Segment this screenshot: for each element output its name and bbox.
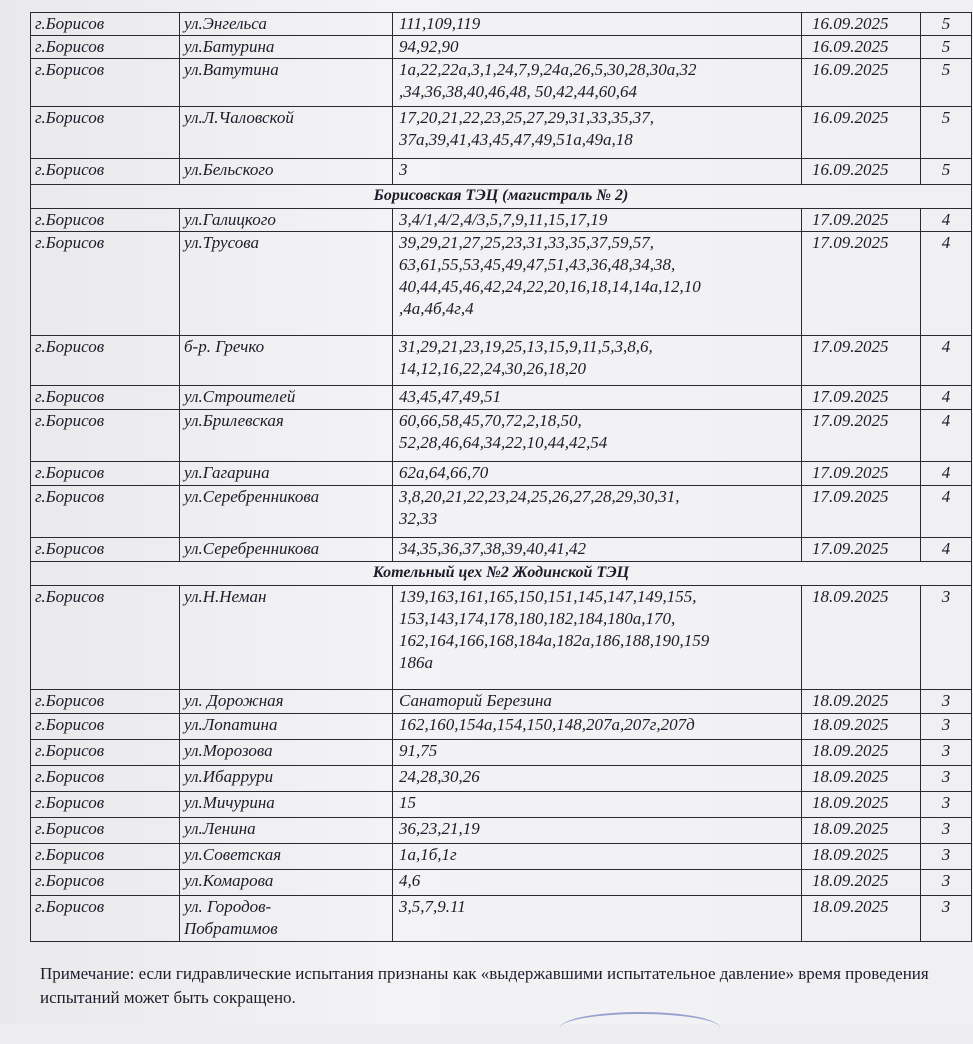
city-cell-text: г.Борисов bbox=[35, 871, 105, 890]
street-cell bbox=[180, 209, 393, 232]
street-cell bbox=[180, 766, 393, 792]
street-cell bbox=[180, 690, 393, 714]
city-cell bbox=[31, 232, 180, 336]
days-cell bbox=[921, 538, 972, 562]
city-cell bbox=[31, 870, 180, 896]
date-cell-text: 18.09.2025 bbox=[812, 767, 889, 786]
days-cell-text: 5 bbox=[941, 108, 951, 127]
city-cell bbox=[31, 538, 180, 562]
days-cell bbox=[921, 870, 972, 896]
days-cell-text: 3 bbox=[941, 793, 951, 812]
houses-cell bbox=[393, 59, 802, 107]
table-row bbox=[31, 586, 972, 690]
footnote: Примечание: если гидравлические испытания признаны как «выдержавшими испытательное давление» время проведения испытаний может быть сокращено. bbox=[40, 964, 929, 1007]
city-cell-text: г.Борисов bbox=[35, 793, 105, 812]
days-cell-text: 3 bbox=[941, 741, 951, 760]
days-cell-text: 5 bbox=[941, 14, 951, 33]
street-cell-text: ул.Галицкого bbox=[184, 210, 276, 229]
houses-cell bbox=[393, 844, 802, 870]
street-cell-text: ул.Брилевская bbox=[184, 411, 284, 430]
days-cell bbox=[921, 36, 972, 59]
date-cell-text: 17.09.2025 bbox=[812, 233, 889, 252]
days-cell-text: 4 bbox=[941, 210, 951, 229]
date-cell-text: 17.09.2025 bbox=[812, 411, 889, 430]
date-cell bbox=[802, 586, 921, 690]
city-cell bbox=[31, 159, 180, 185]
date-cell bbox=[802, 13, 921, 36]
table-row bbox=[31, 59, 972, 107]
street-cell bbox=[180, 386, 393, 410]
houses-cell bbox=[393, 896, 802, 942]
city-cell bbox=[31, 586, 180, 690]
days-cell bbox=[921, 107, 972, 159]
houses-cell-text: 4,6 bbox=[399, 871, 421, 890]
date-cell bbox=[802, 870, 921, 896]
table-row bbox=[31, 336, 972, 386]
date-cell-text: 16.09.2025 bbox=[812, 108, 889, 127]
date-cell-text: 18.09.2025 bbox=[812, 587, 889, 606]
city-cell-text: г.Борисов bbox=[35, 14, 105, 33]
days-cell-text: 3 bbox=[941, 715, 951, 734]
table-row bbox=[31, 792, 972, 818]
street-cell bbox=[180, 462, 393, 486]
date-cell bbox=[802, 486, 921, 538]
houses-cell-text: 31,29,21,23,19,25,13,15,9,11,5,3,8,6, 14,12,16,22,24,30,26,18,20 bbox=[399, 337, 653, 378]
days-cell-text: 3 bbox=[941, 845, 951, 864]
street-cell bbox=[180, 410, 393, 462]
days-cell-text: 4 bbox=[941, 233, 951, 252]
houses-cell-text: 111,109,119 bbox=[399, 14, 481, 33]
street-cell bbox=[180, 59, 393, 107]
city-cell-text: г.Борисов bbox=[35, 767, 105, 786]
city-cell bbox=[31, 462, 180, 486]
houses-cell bbox=[393, 714, 802, 740]
days-cell bbox=[921, 896, 972, 942]
date-cell-text: 16.09.2025 bbox=[812, 160, 889, 179]
days-cell bbox=[921, 13, 972, 36]
table-row bbox=[31, 740, 972, 766]
days-cell-text: 3 bbox=[941, 767, 951, 786]
days-cell-text: 4 bbox=[941, 337, 951, 356]
street-cell-text: ул.Ватутина bbox=[184, 60, 279, 79]
city-cell-text: г.Борисов bbox=[35, 587, 105, 606]
date-cell bbox=[802, 36, 921, 59]
street-cell bbox=[180, 336, 393, 386]
street-cell-text: ул. Дорожная bbox=[184, 691, 284, 710]
days-cell-text: 3 bbox=[941, 587, 951, 606]
street-cell-text: ул.Бельского bbox=[184, 160, 274, 179]
date-cell-text: 18.09.2025 bbox=[812, 793, 889, 812]
houses-cell-text: 3,5,7,9.11 bbox=[399, 897, 466, 916]
houses-cell-text: 1а,22,22а,3,1,24,7,9,24а,26,5,30,28,30а,32 ,34,36,38,40,46,48, 50,42,44,60,64 bbox=[399, 60, 697, 101]
table-row bbox=[31, 818, 972, 844]
date-cell bbox=[802, 59, 921, 107]
days-cell-text: 4 bbox=[941, 411, 951, 430]
table-row bbox=[31, 386, 972, 410]
street-cell-text: ул.Гагарина bbox=[184, 463, 270, 482]
city-cell-text: г.Борисов bbox=[35, 108, 105, 127]
houses-cell-text: 62а,64,66,70 bbox=[399, 463, 489, 482]
houses-cell bbox=[393, 36, 802, 59]
date-cell-text: 16.09.2025 bbox=[812, 37, 889, 56]
houses-cell bbox=[393, 586, 802, 690]
houses-cell bbox=[393, 538, 802, 562]
days-cell-text: 5 bbox=[941, 60, 951, 79]
date-cell-text: 16.09.2025 bbox=[812, 14, 889, 33]
street-cell-text: ул.Н.Неман bbox=[184, 587, 267, 606]
houses-cell-text: 36,23,21,19 bbox=[399, 819, 480, 838]
days-cell-text: 4 bbox=[941, 463, 951, 482]
houses-cell-text: 162,160,154а,154,150,148,207а,207г,207д bbox=[399, 715, 695, 734]
street-cell-text: ул.Строителей bbox=[184, 387, 296, 406]
date-cell-text: 17.09.2025 bbox=[812, 539, 889, 558]
days-cell bbox=[921, 232, 972, 336]
table-row bbox=[31, 844, 972, 870]
days-cell bbox=[921, 690, 972, 714]
days-cell-text: 3 bbox=[941, 871, 951, 890]
days-cell-text: 3 bbox=[941, 819, 951, 838]
days-cell bbox=[921, 844, 972, 870]
days-cell bbox=[921, 386, 972, 410]
table-row bbox=[31, 896, 972, 942]
section-header-row bbox=[31, 185, 972, 209]
city-cell bbox=[31, 107, 180, 159]
city-cell bbox=[31, 714, 180, 740]
date-cell bbox=[802, 159, 921, 185]
days-cell bbox=[921, 59, 972, 107]
table-row bbox=[31, 462, 972, 486]
city-cell-text: г.Борисов bbox=[35, 715, 105, 734]
city-cell bbox=[31, 386, 180, 410]
date-cell-text: 17.09.2025 bbox=[812, 337, 889, 356]
date-cell bbox=[802, 792, 921, 818]
city-cell-text: г.Борисов bbox=[35, 741, 105, 760]
city-cell-text: г.Борисов bbox=[35, 60, 105, 79]
houses-cell bbox=[393, 740, 802, 766]
street-cell bbox=[180, 486, 393, 538]
days-cell bbox=[921, 740, 972, 766]
days-cell-text: 4 bbox=[941, 539, 951, 558]
houses-cell bbox=[393, 107, 802, 159]
days-cell bbox=[921, 714, 972, 740]
date-cell bbox=[802, 410, 921, 462]
table-row bbox=[31, 159, 972, 185]
street-cell bbox=[180, 159, 393, 185]
city-cell-text: г.Борисов bbox=[35, 160, 105, 179]
street-cell bbox=[180, 844, 393, 870]
date-cell-text: 18.09.2025 bbox=[812, 897, 889, 916]
street-cell-text: ул.Энгельса bbox=[184, 14, 267, 33]
street-cell-text: ул.Серебренникова bbox=[184, 539, 320, 558]
houses-cell bbox=[393, 209, 802, 232]
days-cell-text: 3 bbox=[941, 897, 951, 916]
houses-cell bbox=[393, 766, 802, 792]
street-cell-text: ул.Серебренникова bbox=[184, 487, 320, 506]
houses-cell-text: 91,75 bbox=[399, 741, 438, 760]
table-row bbox=[31, 232, 972, 336]
street-cell-text: б-р. Гречко bbox=[184, 337, 265, 356]
schedule-table-body bbox=[31, 13, 972, 942]
street-cell bbox=[180, 740, 393, 766]
table-row bbox=[31, 870, 972, 896]
date-cell-text: 18.09.2025 bbox=[812, 845, 889, 864]
date-cell bbox=[802, 538, 921, 562]
city-cell bbox=[31, 844, 180, 870]
date-cell bbox=[802, 107, 921, 159]
date-cell-text: 17.09.2025 bbox=[812, 387, 889, 406]
city-cell-text: г.Борисов bbox=[35, 387, 105, 406]
street-cell-text: ул.Лопатина bbox=[184, 715, 278, 734]
street-cell bbox=[180, 13, 393, 36]
city-cell-text: г.Борисов bbox=[35, 819, 105, 838]
city-cell-text: г.Борисов bbox=[35, 897, 105, 916]
days-cell bbox=[921, 159, 972, 185]
days-cell bbox=[921, 586, 972, 690]
street-cell bbox=[180, 870, 393, 896]
street-cell-text: ул.Советская bbox=[184, 845, 282, 864]
street-cell bbox=[180, 107, 393, 159]
city-cell bbox=[31, 792, 180, 818]
houses-cell-text: 1а,1б,1г bbox=[399, 845, 457, 864]
city-cell-text: г.Борисов bbox=[35, 487, 105, 506]
houses-cell-text: 139,163,161,165,150,151,145,147,149,155, 153,143,174,178,180,182,184,180а,170, 162,164,166,168,184а,182а,186,188,190,159 186а bbox=[399, 587, 710, 672]
houses-cell bbox=[393, 336, 802, 386]
street-cell-text: ул.Ибаррури bbox=[184, 767, 274, 786]
table-row bbox=[31, 766, 972, 792]
houses-cell bbox=[393, 410, 802, 462]
date-cell bbox=[802, 740, 921, 766]
houses-cell bbox=[393, 386, 802, 410]
street-cell bbox=[180, 538, 393, 562]
street-cell-text: ул.Ленина bbox=[184, 819, 256, 838]
date-cell bbox=[802, 386, 921, 410]
street-cell bbox=[180, 232, 393, 336]
houses-cell bbox=[393, 232, 802, 336]
table-row bbox=[31, 410, 972, 462]
date-cell-text: 18.09.2025 bbox=[812, 691, 889, 710]
street-cell-text: ул.Л.Чаловской bbox=[184, 108, 294, 127]
table-row bbox=[31, 13, 972, 36]
date-cell bbox=[802, 336, 921, 386]
date-cell-text: 18.09.2025 bbox=[812, 741, 889, 760]
street-cell-text: ул.Морозова bbox=[184, 741, 273, 760]
houses-cell-text: Санаторий Березина bbox=[399, 691, 552, 710]
city-cell bbox=[31, 766, 180, 792]
houses-cell-text: 43,45,47,49,51 bbox=[399, 387, 501, 406]
city-cell-text: г.Борисов bbox=[35, 463, 105, 482]
city-cell bbox=[31, 13, 180, 36]
city-cell-text: г.Борисов bbox=[35, 691, 105, 710]
days-cell-text: 4 bbox=[941, 387, 951, 406]
date-cell bbox=[802, 232, 921, 336]
days-cell bbox=[921, 486, 972, 538]
table-row bbox=[31, 714, 972, 740]
city-cell-text: г.Борисов bbox=[35, 337, 105, 356]
houses-cell-text: 3,8,20,21,22,23,24,25,26,27,28,29,30,31, 32,33 bbox=[399, 487, 680, 528]
date-cell-text: 17.09.2025 bbox=[812, 487, 889, 506]
houses-cell-text: 60,66,58,45,70,72,2,18,50, 52,28,46,64,34,22,10,44,42,54 bbox=[399, 411, 608, 452]
street-cell bbox=[180, 792, 393, 818]
days-cell bbox=[921, 766, 972, 792]
street-cell-text: ул.Комарова bbox=[184, 871, 274, 890]
section-title: Борисовская ТЭЦ (магистраль № 2) bbox=[31, 185, 972, 209]
table-row bbox=[31, 538, 972, 562]
schedule-table bbox=[30, 12, 972, 942]
street-cell bbox=[180, 896, 393, 942]
days-cell bbox=[921, 410, 972, 462]
city-cell-text: г.Борисов bbox=[35, 233, 105, 252]
city-cell bbox=[31, 59, 180, 107]
date-cell bbox=[802, 766, 921, 792]
city-cell bbox=[31, 818, 180, 844]
date-cell-text: 17.09.2025 bbox=[812, 210, 889, 229]
city-cell bbox=[31, 896, 180, 942]
city-cell bbox=[31, 336, 180, 386]
street-cell bbox=[180, 36, 393, 59]
street-cell-text: ул.Мичурина bbox=[184, 793, 275, 812]
street-cell-text: ул.Батурина bbox=[184, 37, 275, 56]
street-cell bbox=[180, 714, 393, 740]
houses-cell bbox=[393, 159, 802, 185]
houses-cell-text: 24,28,30,26 bbox=[399, 767, 480, 786]
days-cell bbox=[921, 462, 972, 486]
city-cell bbox=[31, 36, 180, 59]
houses-cell-text: 39,29,21,27,25,23,31,33,35,37,59,57, 63,61,55,53,45,49,47,51,43,36,48,34,38, 40,44,45,46,42,24,22,20,16,18,14,14а,12,10 ,4а,4б,4г,4 bbox=[399, 233, 701, 318]
street-cell-text: ул.Трусова bbox=[184, 233, 259, 252]
days-cell-text: 5 bbox=[941, 37, 951, 56]
city-cell-text: г.Борисов bbox=[35, 37, 105, 56]
table-row bbox=[31, 107, 972, 159]
city-cell bbox=[31, 486, 180, 538]
houses-cell bbox=[393, 690, 802, 714]
houses-cell-text: 17,20,21,22,23,25,27,29,31,33,35,37, 37а,39,41,43,45,47,49,51а,49а,18 bbox=[399, 108, 654, 149]
date-cell bbox=[802, 818, 921, 844]
date-cell-text: 18.09.2025 bbox=[812, 871, 889, 890]
table-row bbox=[31, 209, 972, 232]
days-cell bbox=[921, 336, 972, 386]
date-cell bbox=[802, 690, 921, 714]
houses-cell bbox=[393, 792, 802, 818]
date-cell bbox=[802, 209, 921, 232]
date-cell-text: 17.09.2025 bbox=[812, 463, 889, 482]
city-cell-text: г.Борисов bbox=[35, 210, 105, 229]
houses-cell bbox=[393, 870, 802, 896]
city-cell bbox=[31, 690, 180, 714]
date-cell-text: 18.09.2025 bbox=[812, 715, 889, 734]
days-cell-text: 3 bbox=[941, 691, 951, 710]
city-cell-text: г.Борисов bbox=[35, 539, 105, 558]
city-cell-text: г.Борисов bbox=[35, 845, 105, 864]
days-cell-text: 4 bbox=[941, 487, 951, 506]
stamp-fragment bbox=[560, 1012, 720, 1044]
houses-cell-text: 34,35,36,37,38,39,40,41,42 bbox=[399, 539, 586, 558]
houses-cell-text: 3 bbox=[399, 160, 408, 179]
date-cell bbox=[802, 896, 921, 942]
houses-cell bbox=[393, 13, 802, 36]
date-cell bbox=[802, 714, 921, 740]
houses-cell bbox=[393, 818, 802, 844]
houses-cell bbox=[393, 486, 802, 538]
section-header-row bbox=[31, 562, 972, 586]
city-cell bbox=[31, 209, 180, 232]
table-row bbox=[31, 690, 972, 714]
street-cell bbox=[180, 586, 393, 690]
days-cell bbox=[921, 818, 972, 844]
table-row bbox=[31, 36, 972, 59]
houses-cell-text: 94,92,90 bbox=[399, 37, 459, 56]
date-cell-text: 16.09.2025 bbox=[812, 60, 889, 79]
city-cell-text: г.Борисов bbox=[35, 411, 105, 430]
days-cell bbox=[921, 209, 972, 232]
houses-cell-text: 3,4/1,4/2,4/3,5,7,9,11,15,17,19 bbox=[399, 210, 608, 229]
date-cell bbox=[802, 844, 921, 870]
city-cell bbox=[31, 740, 180, 766]
street-cell-text: ул. Городов- Побратимов bbox=[184, 897, 278, 938]
date-cell-text: 18.09.2025 bbox=[812, 819, 889, 838]
houses-cell bbox=[393, 462, 802, 486]
section-title: Котельный цех №2 Жодинской ТЭЦ bbox=[31, 562, 972, 586]
days-cell-text: 5 bbox=[941, 160, 951, 179]
houses-cell-text: 15 bbox=[399, 793, 416, 812]
date-cell bbox=[802, 462, 921, 486]
days-cell bbox=[921, 792, 972, 818]
table-row bbox=[31, 486, 972, 538]
street-cell bbox=[180, 818, 393, 844]
city-cell bbox=[31, 410, 180, 462]
